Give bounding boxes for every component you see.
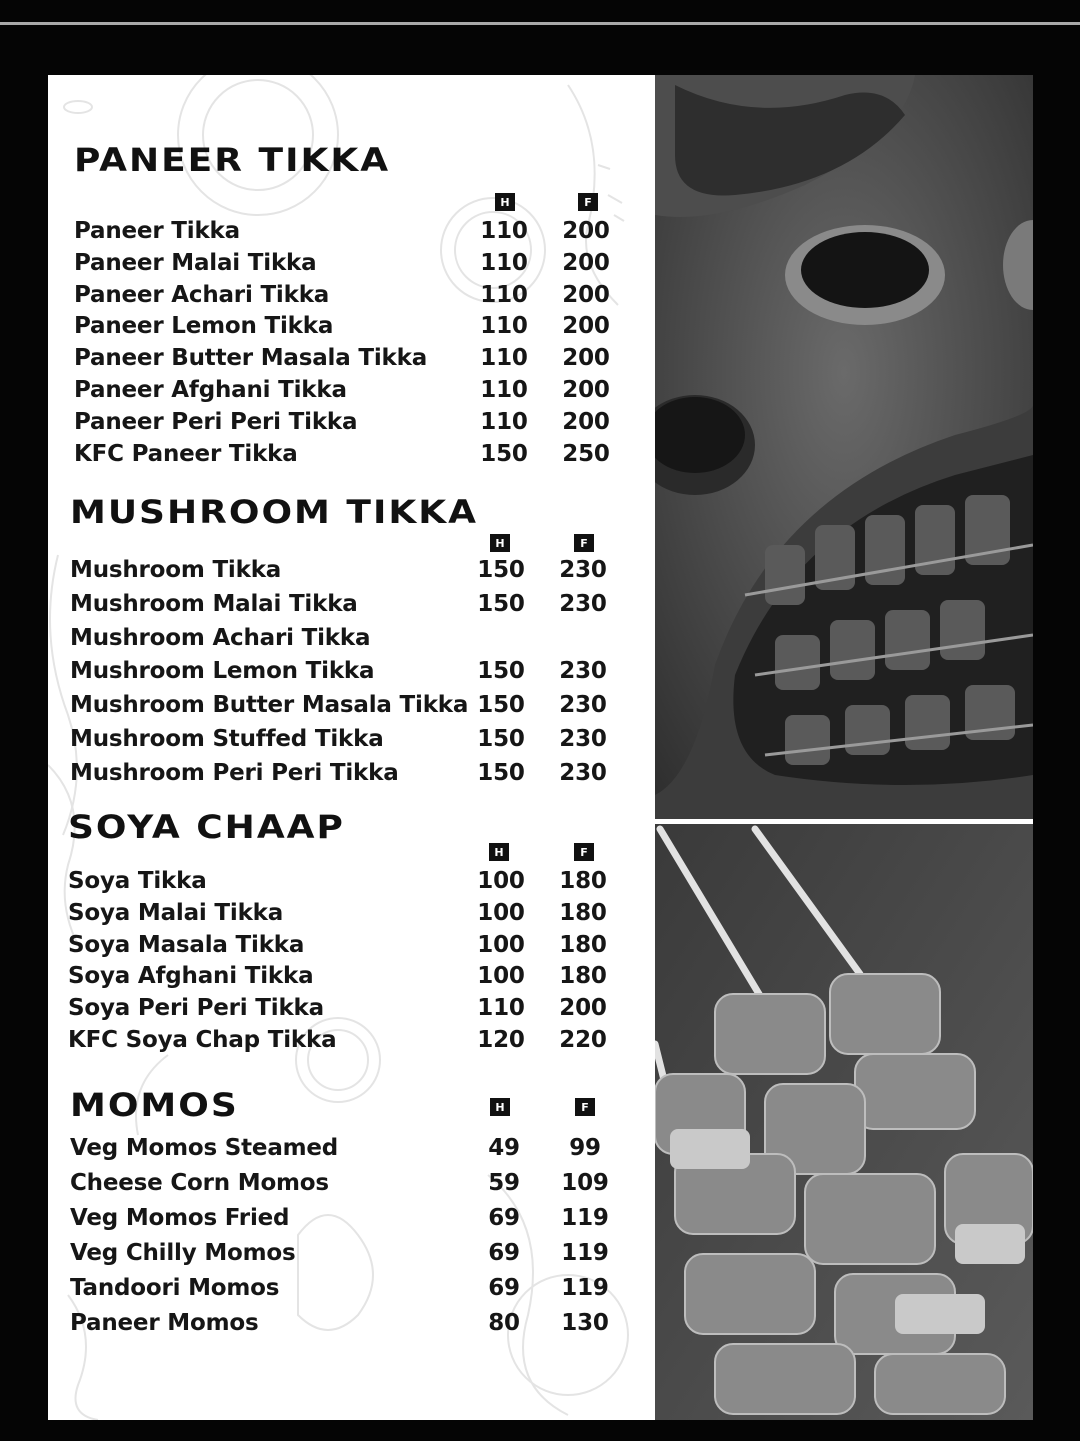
- full-price: 180: [559, 931, 607, 958]
- menu-item-row: [74, 407, 634, 437]
- full-price: 180: [559, 963, 607, 990]
- full-price: 119: [561, 1275, 609, 1301]
- menu-item-row: [70, 724, 630, 754]
- full-price: 230: [559, 658, 607, 685]
- section-title: MUSHROOM TIKKA: [70, 495, 479, 532]
- full-price: 99: [569, 1135, 601, 1161]
- menu-item-row: [70, 1133, 630, 1163]
- half-price: 100: [477, 963, 525, 990]
- menu-item-row: [70, 1168, 630, 1198]
- menu-item-row: [70, 1308, 630, 1338]
- half-price: 80: [488, 1310, 520, 1336]
- half-price: 110: [480, 377, 528, 403]
- half-price: 150: [480, 440, 528, 467]
- half-price: 100: [477, 931, 525, 958]
- item-name: Veg Momos Fried: [70, 1205, 290, 1231]
- half-price: 49: [488, 1135, 520, 1161]
- full-price: 230: [559, 692, 607, 719]
- item-name: Mushroom Achari Tikka: [70, 624, 371, 651]
- full-price: 200: [562, 408, 610, 435]
- menu-item-row: [68, 1025, 628, 1055]
- full-price: 200: [562, 345, 610, 372]
- menu-page: [48, 75, 1033, 1420]
- top-border-line: [0, 22, 1080, 25]
- half-price: 120: [477, 1027, 525, 1053]
- full-badge: F: [575, 1098, 595, 1116]
- half-price: 110: [480, 408, 528, 435]
- item-name: Paneer Achari Tikka: [74, 281, 330, 308]
- full-price: 230: [559, 590, 607, 617]
- item-name: Soya Masala Tikka: [68, 931, 305, 958]
- full-price: 200: [562, 249, 610, 276]
- full-price: 250: [562, 440, 610, 467]
- menu-item-row: [68, 866, 628, 896]
- full-price: 200: [562, 377, 610, 403]
- menu-item-row: [70, 555, 630, 585]
- item-name: Paneer Malai Tikka: [74, 249, 317, 276]
- full-price: 109: [561, 1170, 609, 1196]
- menu-item-row: [74, 216, 634, 246]
- item-name: Paneer Peri Peri Tikka: [74, 408, 358, 435]
- item-name: Soya Tikka: [68, 868, 207, 894]
- half-price: 110: [480, 345, 528, 372]
- grilled-tikka-platter-photo: [655, 75, 1033, 819]
- item-name: Tandoori Momos: [70, 1275, 280, 1301]
- section-title: MOMOS: [70, 1088, 239, 1125]
- menu-item-row: [70, 623, 630, 653]
- full-price: 200: [562, 281, 610, 308]
- menu-item-row: [70, 690, 630, 720]
- menu-item-row: [70, 1238, 630, 1268]
- full-price: 200: [562, 313, 610, 340]
- full-price: 119: [561, 1240, 609, 1266]
- full-price: 220: [559, 1027, 607, 1053]
- half-price: 150: [477, 692, 525, 719]
- full-price: 180: [559, 899, 607, 926]
- half-price: 150: [477, 658, 525, 685]
- item-name: Veg Chilly Momos: [70, 1240, 296, 1266]
- item-name: Soya Malai Tikka: [68, 899, 284, 926]
- item-name: Mushroom Lemon Tikka: [70, 658, 375, 685]
- photo-column: [655, 75, 1033, 1420]
- full-price: 180: [559, 868, 607, 894]
- half-price: 69: [488, 1240, 520, 1266]
- full-price: 200: [562, 218, 610, 244]
- menu-item-row: [74, 439, 634, 469]
- half-price: 69: [488, 1275, 520, 1301]
- item-name: Paneer Butter Masala Tikka: [74, 345, 428, 372]
- item-name: KFC Soya Chap Tikka: [68, 1027, 337, 1053]
- menu-item-row: [70, 1203, 630, 1233]
- section-title: SOYA CHAAP: [68, 810, 345, 847]
- menu-item-row: [70, 656, 630, 686]
- half-badge: H: [490, 1098, 510, 1116]
- menu-item-row: [68, 993, 628, 1023]
- item-name: Mushroom Stuffed Tikka: [70, 726, 384, 752]
- half-badge: H: [490, 534, 510, 552]
- half-price: 69: [488, 1205, 520, 1231]
- item-name: Cheese Corn Momos: [70, 1170, 329, 1196]
- full-badge: F: [578, 193, 598, 211]
- full-badge: F: [574, 534, 594, 552]
- item-name: Mushroom Tikka: [70, 557, 282, 583]
- half-badge: H: [489, 843, 509, 861]
- half-price: 110: [480, 249, 528, 276]
- item-name: Paneer Afghani Tikka: [74, 377, 347, 403]
- menu-item-row: [70, 1273, 630, 1303]
- full-badge: F: [574, 843, 594, 861]
- half-price: 110: [480, 218, 528, 244]
- half-price: 110: [480, 281, 528, 308]
- item-name: Soya Peri Peri Tikka: [68, 995, 324, 1022]
- menu-item-row: [74, 343, 634, 373]
- menu-item-row: [70, 758, 630, 788]
- full-price: 130: [561, 1310, 609, 1336]
- half-price: 100: [477, 899, 525, 926]
- item-name: Paneer Momos: [70, 1310, 259, 1336]
- full-price: 200: [559, 995, 607, 1022]
- item-name: Mushroom Peri Peri Tikka: [70, 759, 399, 786]
- half-price: 150: [477, 726, 525, 752]
- menu-item-row: [68, 898, 628, 928]
- half-price: 59: [488, 1170, 520, 1196]
- half-price: 150: [477, 557, 525, 583]
- item-name: KFC Paneer Tikka: [74, 440, 298, 467]
- menu-item-row: [70, 589, 630, 619]
- item-name: Paneer Tikka: [74, 218, 240, 244]
- half-price: 110: [480, 313, 528, 340]
- menu-item-row: [74, 280, 634, 310]
- item-name: Mushroom Malai Tikka: [70, 590, 358, 617]
- full-price: 119: [561, 1205, 609, 1231]
- item-name: Paneer Lemon Tikka: [74, 313, 334, 340]
- full-price: 230: [559, 726, 607, 752]
- menu-item-row: [74, 248, 634, 278]
- half-price: 150: [477, 590, 525, 617]
- full-price: 230: [559, 557, 607, 583]
- menu-item-row: [68, 961, 628, 991]
- half-price: 110: [477, 995, 525, 1022]
- menu-item-row: [68, 930, 628, 960]
- half-price: 100: [477, 868, 525, 894]
- item-name: Veg Momos Steamed: [70, 1135, 339, 1161]
- half-price: 150: [477, 759, 525, 786]
- half-badge: H: [495, 193, 515, 211]
- menu-item-row: [74, 375, 634, 405]
- menu-item-row: [74, 311, 634, 341]
- item-name: Mushroom Butter Masala Tikka: [70, 692, 469, 719]
- item-name: Soya Afghani Tikka: [68, 963, 314, 990]
- full-price: 230: [559, 759, 607, 786]
- skewered-chaap-photo: [655, 824, 1033, 1420]
- section-title: PANEER TIKKA: [74, 143, 391, 180]
